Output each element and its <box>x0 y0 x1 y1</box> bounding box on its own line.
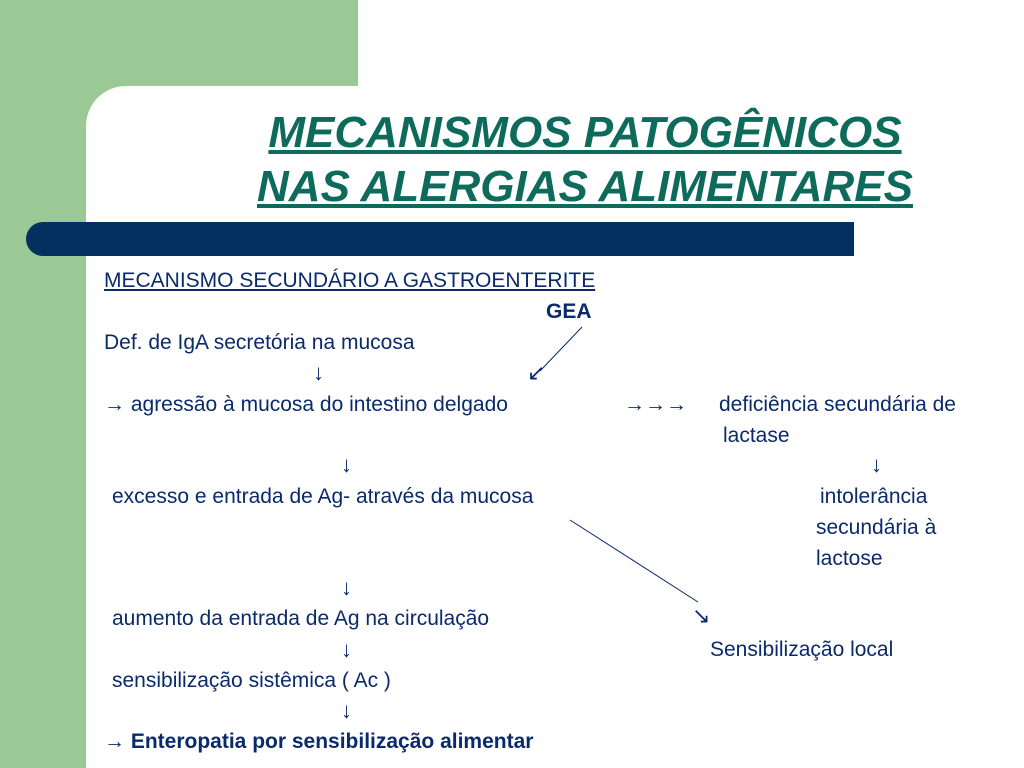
arrow-down-icon: ↓ <box>313 360 324 385</box>
deficiencia-text-line-1: deficiência secundária de <box>719 393 956 416</box>
sensibilizacao-local-text: Sensibilização local <box>710 638 894 661</box>
arrow-down-icon: ↓ <box>341 698 352 723</box>
enteropatia-text: → Enteropatia por sensibilização alimentar <box>104 730 534 753</box>
intolerancia-text-line-1: intolerância <box>820 485 928 508</box>
deficiencia-text-line-2: lactase <box>723 424 790 447</box>
arrow-down-right-icon: ↘ <box>692 603 711 628</box>
mucosa-connector-line <box>570 520 698 602</box>
gea-label: GEA <box>546 300 592 323</box>
section-heading: MECANISMO SECUNDÁRIO A GASTROENTERITE <box>104 269 596 292</box>
title-line-2: NAS ALERGIAS ALIMENTARES <box>257 162 913 211</box>
excesso-text: excesso e entrada de Ag- através da mucosa <box>112 485 534 508</box>
gea-connector-line <box>540 327 582 371</box>
arrow-down-icon: ↓ <box>341 637 352 662</box>
def-iga-text: Def. de IgA secretória na mucosa <box>104 331 415 354</box>
triple-arrow: →→→ <box>624 393 687 416</box>
intolerancia-text-line-2: secundária à <box>816 516 937 539</box>
aumento-text: aumento da entrada de Ag na circulação <box>112 607 490 630</box>
arrow-down-icon: ↓ <box>871 452 882 477</box>
agressao-text: → agressão à mucosa do intestino delgado <box>104 393 508 416</box>
intolerancia-text-line-3: lactose <box>816 547 883 570</box>
arrow-down-icon: ↓ <box>341 575 352 600</box>
arrow-down-icon: ↓ <box>341 452 352 477</box>
sensibilizacao-sistemica-text: sensibilização sistêmica ( Ac ) <box>112 669 391 692</box>
arrow-down-left-icon: ↙ <box>527 360 546 385</box>
title-line-1: MECANISMOS PATOGÊNICOS <box>268 108 902 157</box>
